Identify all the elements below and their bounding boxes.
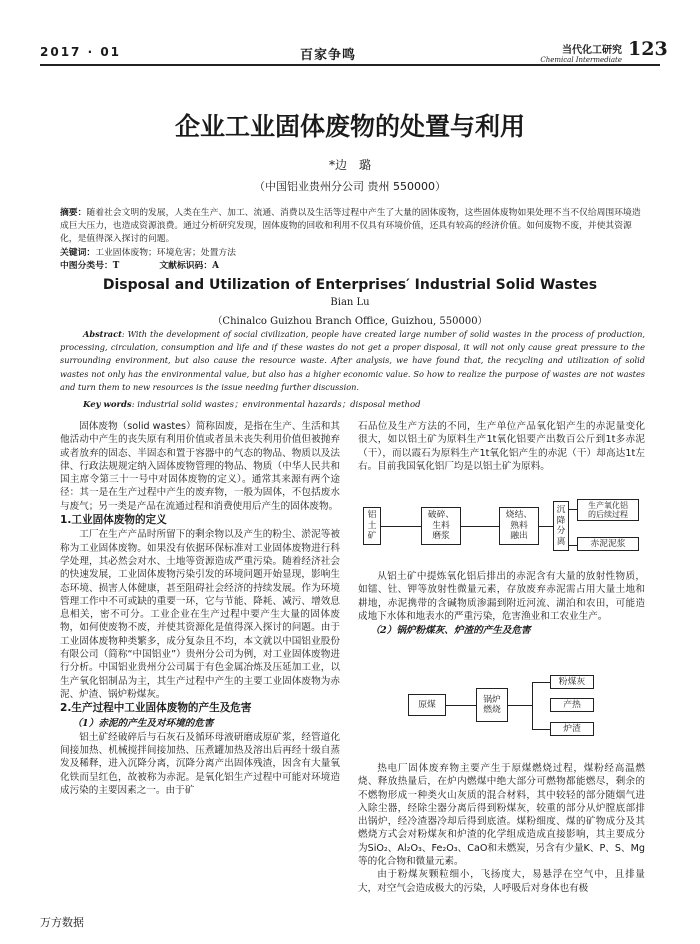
affiliation-en: （Chinalco Guizhou Branch Office, Guizhou, 550000） <box>212 316 488 327</box>
abstract-cn-text: 随着社会文明的发展，人类在生产、加工、流通、消费以及生活等过程中产生了大量的固体废物，这些固体废物如果处理不当不仅给周围环境造成巨大压力，也造成资源浪费。通过分析研究发现，固体废物的回收和利用不仅具有环境价值，还具有较高的经济价值。如何废物不废，并使其资源化，是值得深入探讨的问题。 <box>60 208 641 245</box>
journal-name-cn: 当代化工研究 <box>562 45 622 56</box>
doc-code-label: 文献标识码： <box>159 260 213 271</box>
flow-arrow <box>461 526 499 527</box>
body-left-column <box>60 420 340 797</box>
boiler-box: 锅炉 燃烧 <box>476 688 508 722</box>
abstract-en-label: Abstract <box>83 329 122 339</box>
red-mud-continued-paragraph: 石品位及生产方法的不同，生产单位产品氧化铝产生的赤泥量变化很大，如以铝土矿为原料生产1t氧化铝要产出数百公斤到1t多赤泥（干），而以霞石为原料生产1t氧化铝产生的赤泥（干）却高达1t左右。目前我国氧化铝厂均是以铝土矿为原料。 <box>358 421 645 472</box>
flow-arrow <box>569 509 577 510</box>
author-en: Bian Lu <box>330 297 370 308</box>
coal-combustion-diagram <box>358 672 645 750</box>
body-right-bottom <box>358 762 645 895</box>
keywords-cn-text: 工业固体废物；环境危害；处置方法 <box>95 247 236 258</box>
flow-arrow <box>381 526 421 527</box>
footer-watermark: 万方数据 <box>40 916 84 929</box>
section-label: 百家争鸣 <box>300 48 357 63</box>
red-mud-process-diagram <box>358 497 645 557</box>
settling-box: 沉 降 分 离 <box>553 501 569 551</box>
journal-name <box>536 41 622 64</box>
paper-title-en: Disposal and Utilization of Enterprises′ Industrial Solid Wastes <box>102 277 598 293</box>
intro-paragraph: 固体废物（solid wastes）简称固废，是指在生产、生活和其他活动中产生的丧失原有利用价值或者虽未丧失利用价值但被抛弃或者放弃的固态、半固态和置于容器中的气态的物品、物质以及法律、行政法规规定纳入固体废物管理的物品、物质（中华人民共和国主席令第三十一号中对固体废物的定义）。通常其来源有两个途径：其一是在生产过程中产生的废弃物，一般为固体，不包括废水与废气；另一类是产品在流通过程和消费使用后产生的固体废物。 <box>60 421 340 512</box>
issue-label: 2017 · 01 <box>40 45 122 59</box>
keywords-en-label: Key words <box>83 400 132 410</box>
body-right-top <box>358 420 645 473</box>
alumina-process-box: 生产氧化铝 的后续过程 <box>577 499 639 521</box>
body-right-middle <box>358 570 645 638</box>
paper-title-cn: 企业工业固体废物的处置与利用 <box>174 112 525 141</box>
fly-ash-box: 粉煤灰 <box>550 675 594 689</box>
flow-arrow <box>532 682 550 683</box>
abstract-cn-label: 摘要： <box>60 208 87 218</box>
section-heading-1: 1.工业固体废物的定义 <box>60 514 167 527</box>
author-cn: *边 璐 <box>328 158 371 172</box>
red-mud-slurry-box: 赤泥泥浆 <box>577 537 639 551</box>
keywords-cn <box>60 247 645 260</box>
section-heading-2: 2.生产过程中工业固体废物的产生及危害 <box>60 702 252 715</box>
fly-ash-hazard-paragraph: 由于粉煤灰颗粒细小，飞扬度大，易悬浮在空气中，且排量大，对空气会造成极大的污染，人呼吸后对身体也有极 <box>358 869 645 894</box>
clc-value: T <box>112 260 120 271</box>
flow-arrow <box>446 705 476 706</box>
keywords-en <box>83 398 643 410</box>
doc-code-value: A <box>212 260 219 271</box>
flow-arrow <box>508 705 532 706</box>
abstract-en <box>60 328 645 394</box>
flow-branch-line <box>532 682 533 730</box>
classification-row <box>60 260 645 273</box>
crushing-box: 破碎、 生料 磨浆 <box>421 507 461 545</box>
keywords-en-text: : industrial solid wastes；environmental hazards；disposal method <box>131 400 421 410</box>
sintering-box: 烧结、 熟料 融出 <box>499 507 539 545</box>
page-number: 123 <box>628 38 668 60</box>
header-divider <box>40 64 660 66</box>
abstract-en-text: : With the development of social civilization, people have created large number of solid wastes in the process of production, processing, circulation, consumption and life and if these wastes do not get a proper disposal, it will not only cause great pressure to the surrounding environment, but also cause the resource waste. After analysis, we have found that, the recycling and utilization of solid wastes not only has the environmental value, but also has a higher economic value. So how to realize the purpose of wastes are not wastes and turn them to new resources is the issue needing further discussion. <box>60 329 645 392</box>
abstract-cn <box>60 207 645 273</box>
flow-arrow <box>569 545 577 546</box>
abstract-cn-body <box>60 207 645 247</box>
heat-box: 产热 <box>550 698 594 712</box>
coal-ash-paragraph: 热电厂固体废弃物主要产生于原煤燃烧过程，煤粉经高温燃烧、释放热量后，在炉内燃煤中绝大部分可燃物都能燃尽，剩余的不燃物形成一种类火山灰质的混合材料，其中较轻的部分随烟气进入除尘器，经除尘器分离后得到粉煤灰，较重的部分从炉膛底部排出锅炉，经冷渣器冷却后得到底渣。煤粉细度、煤的矿物成分及其燃烧方式会对粉煤灰和炉渣的化学组成造成直接影响，其主要成分为SiO₂、Al₂O₃、Fe₂O₃、CaO和未燃炭，另含有少量K、P、S、Mg等的化合物和微量元素。 <box>358 763 645 868</box>
affiliation-cn: （中国铝业贵州分公司 贵州 550000） <box>254 180 446 193</box>
bauxite-box: 铝 土 矿 <box>363 507 381 545</box>
section-1-paragraph: 工厂在生产产品时所留下的剩余物以及产生的粉尘、淤泥等被称为工业固体废物。如果没有依据环保标准对工业固体废物进行科学处理，其必然会对水、土地等资源造成严重污染。随着经济社会的快速发展，工业固体废物污染引发的环境问题开始显现，影响生态环境、损害人体健康，甚至阻碍社会经济的持续发展。作为环境管理工作中不可或缺的重要一环，它与节能、降耗、减污、增效息息相关，密不可分。工业企业在生产过程中要产生大量的固体废物，如何使废物不废，并使其资源化是值得深入探讨的问题。由于工业固体废物种类繁多，成分复杂且不均，本文就以中国铝业股份有限公司（简称“中国铝业”）贵州分公司为例，对工业固体废物进行分析。中国铝业贵州分公司属于有色金属冶炼及压延加工业，以生产氧化铝制品为主，其生产过程中产生的主要工业固体废物为赤泥、炉渣、锅炉粉煤灰。 <box>60 529 340 700</box>
journal-name-en: Chemical Intermediate <box>540 56 622 64</box>
flow-arrow <box>532 729 550 730</box>
slag-box: 炉渣 <box>550 722 594 736</box>
red-mud-hazard-paragraph: 从铝土矿中提炼氧化铝后排出的赤泥含有大量的放射性物质，如镭、钍、钾等放射性微量元素，存放废弃赤泥需占用大量土地和耕地，赤泥携带的含碱物质渗漏到附近河流、湖泊和农田，可能造成地下水体和地表水的严重污染，危害渔业和工农业生产。 <box>358 571 645 622</box>
subsection-heading-2-2: （2）锅炉粉煤灰、炉渣的产生及危害 <box>370 625 531 637</box>
section-2-1-paragraph: 铝土矿经破碎后与石灰石及循环母液研磨成原矿浆，经管道化间接加热、机械搅拌间接加热、压煮罐加热及溶出后再经十级自蒸发及稀释，进入沉降分离，沉降分离产出固体残渣，因含有大量氧化铁而呈红色，故被称为赤泥。是氧化铝生产过程中可能对环境造成污染的主要因素之一。由于矿 <box>60 731 340 797</box>
raw-coal-box: 原煤 <box>408 694 446 716</box>
flow-arrow <box>539 526 553 527</box>
subsection-heading-2-1: （1）赤泥的产生及对环境的危害 <box>72 717 214 729</box>
keywords-cn-label: 关键词： <box>60 247 96 258</box>
clc-label: 中图分类号： <box>60 260 113 271</box>
